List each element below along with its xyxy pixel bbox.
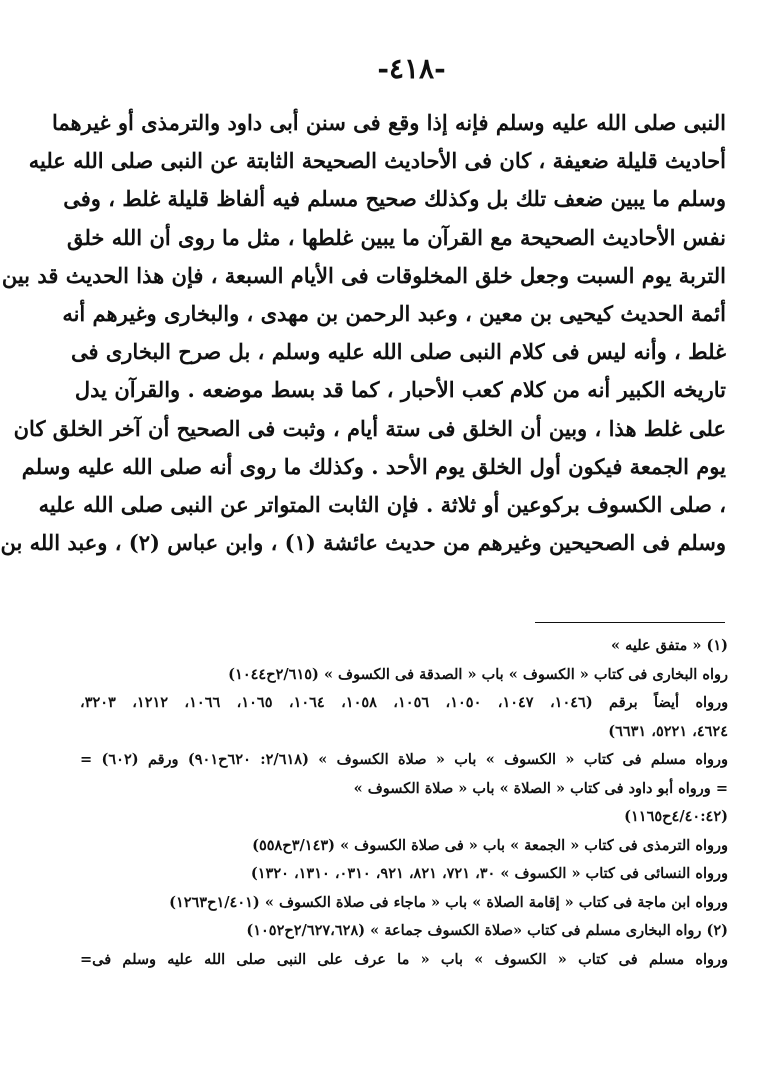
footnote-line: (٤/٤٠:٤٢ح١١٦٥) [624, 808, 728, 825]
footnote-line: = ورواه أبو داود فى كتاب « الصلاة » باب « صلاة الكسوف » [353, 779, 728, 797]
footnote-line: رواه البخارى فى كتاب « الكسوف » باب « الصدقة فى الكسوف » (٢/٦١٥ح١٠٤٤) [228, 665, 728, 683]
text-line: أحاديث قليلة ضعيفة ، كان فى الأحاديث الصحيحة الثابتة عن النبى صلى الله عليه [28, 148, 726, 174]
footnote-line: (٢) رواه البخارى مسلم فى كتاب «صلاة الكسوف جماعة » (٢/٦٢٧،٦٢٨ح١٠٥٢) [246, 922, 728, 939]
text-line: أئمة الحديث كيحيى بن معين ، وعبد الرحمن بن مهدى ، والبخارى وغيرهم أنه [62, 300, 726, 326]
footnote-line: ورواه مسلم فى كتاب « الكسوف » باب « صلاة الكسوف » (٢/٦١٨: ٦٢٠ح٩٠١) ورقم (٦٠٢) = [80, 751, 729, 768]
text-line: تاريخه الكبير أنه من كلام كعب الأحبار ، كما قد بسط موضعه . والقرآن يدل [74, 377, 726, 403]
text-line: وسلم فى الصحيحين وغيرهم من حديث عائشة (١) ، وابن عباس (٢) ، وعبد الله بن [0, 530, 726, 556]
text-line: نفس الأحاديث الصحيحة مع القرآن ما يبين غلطها ، مثل ما روى أن الله خلق [66, 224, 726, 250]
main-text [0, 104, 726, 562]
text-line: وسلم ما يبين ضعف تلك بل وكذلك صحيح مسلم فيه ألفاظ قليلة غلط ، وفى [63, 186, 726, 212]
footnote-line: ورواه ابن ماجة فى كتاب « إقامة الصلاة » باب « ماجاء فى صلاة الكسوف » (١/٤٠١ح١٢٦٣) [169, 893, 728, 911]
text-line: على غلط هذا ، وبين أن الخلق فى ستة أيام ، وثبت فى الصحيح أن آخر الخلق كان [13, 415, 726, 441]
text-line: غلط ، وأنه ليس فى كلام النبى صلى الله عليه وسلم ، بل صرح البخارى فى [71, 339, 726, 365]
text-line: يوم الجمعة فيكون أول الخلق يوم الأحد . وكذلك ما روى أنه صلى الله عليه وسلم [21, 453, 726, 479]
footnote-line: ورواه مسلم فى كتاب « الكسوف » باب « ما عرف على النبى صلى الله عليه وسلم فى= [80, 950, 728, 968]
text-line: ، صلى الكسوف بركوعين أو ثلاثة . فإن الثابت المتواتر عن النبى صلى الله عليه [38, 491, 726, 517]
footnote-line: ورواه أيضاً برقم (١٠٤٦، ١٠٤٧، ١٠٥٠، ١٠٥٦، ١٠٥٨، ١٠٦٤، ١٠٦٥، ١٠٦٦، ١٢١٢، ٣٢٠٣، [80, 694, 729, 711]
text-line: التربة يوم السبت وجعل خلق المخلوقات فى الأيام السبعة ، فإن هذا الحديث قد بين [1, 262, 726, 288]
footnote-divider [535, 622, 725, 623]
text-line: النبى صلى الله عليه وسلم فإنه إذا وقع فى سنن أبى داود والترمذى أو غيرهما [52, 110, 726, 135]
footnote-line: ورواه الترمذى فى كتاب « الجمعة » باب « فى صلاة الكسوف » (٣/١٤٣ح٥٥٨) [252, 836, 728, 854]
footnotes [80, 632, 728, 974]
footnote-line: ورواه النسائى فى كتاب « الكسوف » ٣٠، ٧٢١، ٨٢١، ٩٢١، ٠٣١٠، ١٣١٠، ١٣٢٠) [250, 865, 728, 882]
footnote-line: (١) « متفق عليه » [610, 637, 728, 654]
page-number: -٤١٨- [377, 52, 446, 85]
footnote-line: ٤٦٢٤، ٥٢٢١، ٦٦٣١) [608, 722, 728, 740]
